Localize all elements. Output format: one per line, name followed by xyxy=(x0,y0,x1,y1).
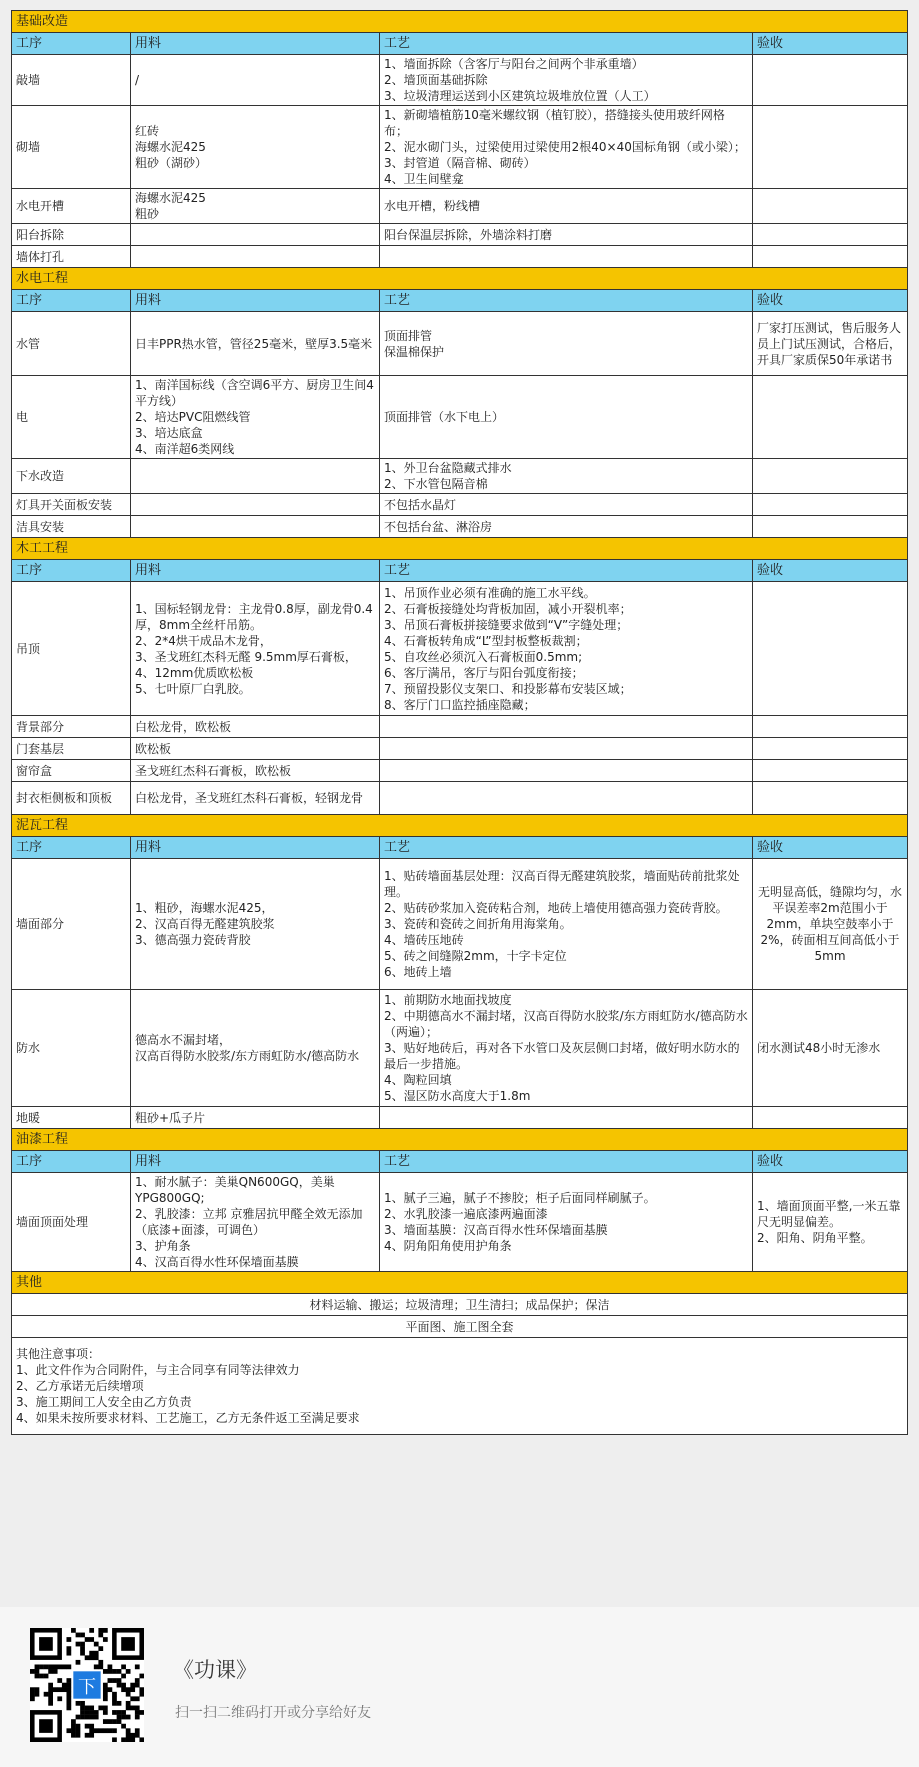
acceptance-cell xyxy=(753,716,908,738)
column-header-material: 用料 xyxy=(131,290,380,312)
material-cell: 日丰PPR热水管，管径25毫米，壁厚3.5毫米 xyxy=(131,312,380,376)
table-row xyxy=(12,582,908,716)
table-row xyxy=(12,246,908,268)
craft-cell: 不包括台盆、淋浴房 xyxy=(380,516,753,538)
column-header-craft: 工艺 xyxy=(380,837,753,859)
table-row xyxy=(12,459,908,494)
craft-cell: 不包括水晶灯 xyxy=(380,494,753,516)
column-header-step: 工序 xyxy=(12,290,131,312)
qr-code-image xyxy=(30,1628,144,1742)
section-title: 泥瓦工程 xyxy=(12,815,908,837)
acceptance-cell xyxy=(753,1107,908,1129)
craft-cell: 1、外卫台盆隐藏式排水 2、下水管包隔音棉 xyxy=(380,459,753,494)
column-header-step: 工序 xyxy=(12,1151,131,1173)
section-row xyxy=(12,815,908,837)
acceptance-cell: 无明显高低，缝隙均匀，水平误差率2m范围小于2mm，单块空鼓率小于2%，砖面相互间高低小于5mm xyxy=(753,859,908,990)
material-cell xyxy=(131,494,380,516)
section-title: 油漆工程 xyxy=(12,1129,908,1151)
header-row xyxy=(12,1151,908,1173)
material-cell: 德高水不漏封堵， 汉高百得防水胶浆/东方雨虹防水/德高防水 xyxy=(131,990,380,1107)
craft-cell xyxy=(380,760,753,782)
column-header-material: 用料 xyxy=(131,1151,380,1173)
column-header-accept: 验收 xyxy=(753,837,908,859)
share-footer xyxy=(0,1607,919,1767)
column-header-step: 工序 xyxy=(12,33,131,55)
craft-cell: 顶面排管 保温棉保护 xyxy=(380,312,753,376)
craft-cell: 1、贴砖墙面基层处理：汉高百得无醛建筑胶浆，墙面贴砖前批浆处理。 2、贴砖砂浆加入瓷砖粘合剂，地砖上墙使用德高强力瓷砖背胶。 3、瓷砖和瓷砖之间折角用海棠角。 4、墙砖压地砖 5、砖之间缝隙2mm，十字卡定位 6、地砖上墙 xyxy=(380,859,753,990)
header-row xyxy=(12,837,908,859)
column-header-accept: 验收 xyxy=(753,560,908,582)
acceptance-cell xyxy=(753,738,908,760)
step-cell: 洁具安装 xyxy=(12,516,131,538)
section-title: 木工工程 xyxy=(12,538,908,560)
material-cell xyxy=(131,246,380,268)
step-cell: 门套基层 xyxy=(12,738,131,760)
step-cell: 敲墙 xyxy=(12,55,131,106)
material-cell: 白松龙骨，欧松板 xyxy=(131,716,380,738)
construction-table xyxy=(11,10,908,1435)
section-row xyxy=(12,538,908,560)
section-row xyxy=(12,1129,908,1151)
table-row xyxy=(12,106,908,189)
craft-cell: 1、吊顶作业必须有准确的施工水平线。 2、石膏板接缝处均背板加固，减小开裂机率； 3、吊顶石膏板拼接缝要求做到“V”字缝处理； 4、石膏板转角成“L”型封板整板裁割； 5、自攻丝必须沉入石膏板面0.5mm; 6、客厅满吊，客厅与阳台弧度衔接； 7、预留投影仪支架口、和投影幕布安装区域； 8、客厅门口监控插座隐藏； xyxy=(380,582,753,716)
table-row xyxy=(12,516,908,538)
acceptance-cell: 厂家打压测试，售后服务人员上门试压测试，合格后，开具厂家质保50年承诺书 xyxy=(753,312,908,376)
step-cell: 水管 xyxy=(12,312,131,376)
table-row xyxy=(12,990,908,1107)
material-cell: 1、耐水腻子：美巢QN600GQ，美巢YPG800GQ; 2、乳胶漆：立邦 京雅居抗甲醛全效无添加（底漆+面漆，可调色） 3、护角条 4、汉高百得水性环保墙面基膜 xyxy=(131,1173,380,1272)
column-header-accept: 验收 xyxy=(753,290,908,312)
acceptance-cell xyxy=(753,516,908,538)
table-row xyxy=(12,1173,908,1272)
material-cell: 欧松板 xyxy=(131,738,380,760)
column-header-step: 工序 xyxy=(12,560,131,582)
acceptance-cell xyxy=(753,760,908,782)
table-row xyxy=(12,312,908,376)
material-cell: / xyxy=(131,55,380,106)
craft-cell xyxy=(380,716,753,738)
section-row xyxy=(12,268,908,290)
craft-cell xyxy=(380,738,753,760)
material-cell xyxy=(131,516,380,538)
other-row xyxy=(12,1316,908,1338)
craft-cell: 顶面排管（水下电上） xyxy=(380,376,753,459)
quote-sheet xyxy=(11,10,907,1435)
other-drawing-text: 平面图、施工图全套 xyxy=(12,1316,908,1338)
acceptance-cell xyxy=(753,782,908,815)
section-title: 基础改造 xyxy=(12,11,908,33)
step-cell: 阳台拆除 xyxy=(12,224,131,246)
step-cell: 墙面部分 xyxy=(12,859,131,990)
material-cell: 圣戈班红杰科石膏板，欧松板 xyxy=(131,760,380,782)
acceptance-cell xyxy=(753,189,908,224)
material-cell xyxy=(131,224,380,246)
table-row xyxy=(12,760,908,782)
step-cell: 背景部分 xyxy=(12,716,131,738)
material-cell: 粗砂+瓜子片 xyxy=(131,1107,380,1129)
step-cell: 砌墙 xyxy=(12,106,131,189)
step-cell: 封衣柜侧板和顶板 xyxy=(12,782,131,815)
material-cell xyxy=(131,459,380,494)
table-row xyxy=(12,782,908,815)
column-header-material: 用料 xyxy=(131,837,380,859)
craft-cell: 水电开槽，粉线槽 xyxy=(380,189,753,224)
table-row xyxy=(12,1107,908,1129)
table-row xyxy=(12,224,908,246)
step-cell: 水电开槽 xyxy=(12,189,131,224)
craft-cell xyxy=(380,1107,753,1129)
column-header-craft: 工艺 xyxy=(380,33,753,55)
craft-cell: 1、前期防水地面找坡度 2、中期德高水不漏封堵，汉高百得防水胶浆/东方雨虹防水/德高防水（两遍）； 3、贴好地砖后，再对各下水管口及灰层侧口封堵，做好明水防水的最后一步措施。 4、陶粒回填 5、湿区防水高度大于1.8m xyxy=(380,990,753,1107)
table-row xyxy=(12,859,908,990)
step-cell: 下水改造 xyxy=(12,459,131,494)
qr-code[interactable] xyxy=(30,1628,144,1742)
craft-cell xyxy=(380,246,753,268)
acceptance-cell xyxy=(753,224,908,246)
notes-row xyxy=(12,1338,908,1435)
material-cell: 1、国标轻钢龙骨：主龙骨0.8厚，副龙骨0.4厚，8mm全丝杆吊筋。 2、2*4烘干成品木龙骨， 3、圣戈班红杰科无醛 9.5mm厚石膏板， 4、12mm优质欧松板 5、七叶原厂白乳胶。 xyxy=(131,582,380,716)
step-cell: 窗帘盒 xyxy=(12,760,131,782)
acceptance-cell xyxy=(753,55,908,106)
craft-cell: 1、新砌墙植筋10毫米螺纹钢（植钉胶），搭缝接头使用玻纤网格布； 2、泥水砌门头，过梁使用过梁使用2根40×40国标角钢（或小梁）； 3、封管道（隔音棉、砌砖） 4、卫生间壁龛 xyxy=(380,106,753,189)
material-cell: 1、粗砂，海螺水泥425， 2、汉高百得无醛建筑胶浆 3、德高强力瓷砖背胶 xyxy=(131,859,380,990)
section-title: 水电工程 xyxy=(12,268,908,290)
column-header-material: 用料 xyxy=(131,33,380,55)
notes-text: 其他注意事项： 1、此文件作为合同附件，与主合同享有同等法律效力 2、乙方承诺无后续增项 3、施工期间工人安全由乙方负责 4、如果未按所要求材料、工艺施工，乙方无条件返工至满足要求 xyxy=(12,1338,908,1435)
table-row xyxy=(12,376,908,459)
material-cell: 红砖 海螺水泥425 粗砂（湖砂） xyxy=(131,106,380,189)
acceptance-cell xyxy=(753,246,908,268)
craft-cell xyxy=(380,782,753,815)
section-row-other xyxy=(12,1272,908,1294)
table-row xyxy=(12,716,908,738)
section-row xyxy=(12,11,908,33)
material-cell: 1、南洋国标线（含空调6平方、厨房卫生间4平方线） 2、培达PVC阻燃线管 3、培达底盒 4、南洋超6类网线 xyxy=(131,376,380,459)
column-header-accept: 验收 xyxy=(753,1151,908,1173)
step-cell: 地暖 xyxy=(12,1107,131,1129)
column-header-material: 用料 xyxy=(131,560,380,582)
acceptance-cell xyxy=(753,582,908,716)
column-header-craft: 工艺 xyxy=(380,560,753,582)
material-cell: 白松龙骨，圣戈班红杰科石膏板，轻钢龙骨 xyxy=(131,782,380,815)
craft-cell: 1、腻子三遍，腻子不掺胶；柜子后面同样刷腻子。 2、水乳胶漆一遍底漆两遍面漆 3、墙面基膜：汉高百得水性环保墙面基膜 4、阴角阳角使用护角条 xyxy=(380,1173,753,1272)
step-cell: 防水 xyxy=(12,990,131,1107)
step-cell: 电 xyxy=(12,376,131,459)
acceptance-cell xyxy=(753,494,908,516)
step-cell: 吊顶 xyxy=(12,582,131,716)
material-cell: 海螺水泥425 粗砂 xyxy=(131,189,380,224)
table-row xyxy=(12,738,908,760)
craft-cell: 阳台保温层拆除，外墙涂料打磨 xyxy=(380,224,753,246)
acceptance-cell: 1、墙面顶面平整,一米五靠尺无明显偏差。 2、阳角、阴角平整。 xyxy=(753,1173,908,1272)
header-row xyxy=(12,290,908,312)
acceptance-cell xyxy=(753,106,908,189)
column-header-craft: 工艺 xyxy=(380,1151,753,1173)
column-header-accept: 验收 xyxy=(753,33,908,55)
section-title: 其他 xyxy=(12,1272,908,1294)
step-cell: 墙面顶面处理 xyxy=(12,1173,131,1272)
table-row xyxy=(12,55,908,106)
table-row xyxy=(12,494,908,516)
footer-title: 《功课》 xyxy=(173,1658,257,1682)
footer-subtitle: 扫一扫二维码打开或分享给好友 xyxy=(175,1705,371,1721)
acceptance-cell xyxy=(753,459,908,494)
other-row xyxy=(12,1294,908,1316)
other-service-text: 材料运输、搬运；垃圾清理；卫生清扫；成品保护；保洁 xyxy=(12,1294,908,1316)
table-row xyxy=(12,189,908,224)
step-cell: 墙体打孔 xyxy=(12,246,131,268)
column-header-step: 工序 xyxy=(12,837,131,859)
app-icon-glyph: 下 xyxy=(78,1676,96,1698)
craft-cell: 1、墙面拆除（含客厅与阳台之间两个非承重墙） 2、墙顶面基础拆除 3、垃圾清理运送到小区建筑垃圾堆放位置（人工） xyxy=(380,55,753,106)
header-row xyxy=(12,33,908,55)
column-header-craft: 工艺 xyxy=(380,290,753,312)
acceptance-cell: 闭水测试48小时无渗水 xyxy=(753,990,908,1107)
step-cell: 灯具开关面板安装 xyxy=(12,494,131,516)
acceptance-cell xyxy=(753,376,908,459)
header-row xyxy=(12,560,908,582)
